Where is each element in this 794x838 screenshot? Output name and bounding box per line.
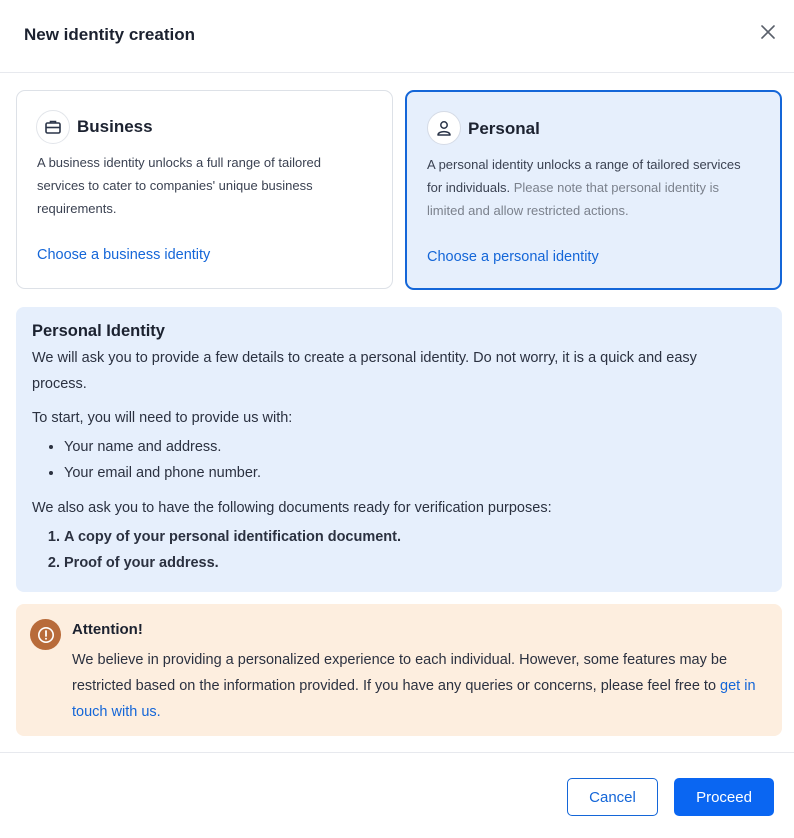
business-card-title: Business [77,117,153,136]
dialog-header [0,0,794,73]
list-item: 2. Proof of your address. [64,550,401,576]
choose-personal-identity-link[interactable]: Choose a personal identity [427,249,599,265]
personal-card-title: Personal [468,119,540,138]
attention-text [72,647,772,725]
briefcase-icon [36,110,70,144]
contact-us-link[interactable]: get in touch with us. [72,678,756,720]
attention-title: Attention! [72,621,143,638]
list-item: • Your email and phone number. [64,460,261,486]
dialog-title: New identity creation [24,25,195,44]
cancel-button[interactable]: Cancel [567,778,658,816]
personal-identity-card[interactable] [405,90,782,290]
list-item: • Your name and address. [64,434,261,460]
close-button[interactable] [756,22,780,46]
info-start-text: To start, you will need to provide us with: [32,410,293,426]
start-requirements-list [48,434,261,486]
list-item: 1. A copy of your personal identification document. [64,524,401,550]
info-docs-text: We also ask you to have the following documents ready for verification purposes: [32,500,552,516]
close-icon [761,25,775,44]
choose-business-identity-link[interactable]: Choose a business identity [37,247,211,263]
business-identity-card[interactable] [16,90,393,289]
user-icon [427,111,461,145]
personal-card-description [427,153,757,222]
attention-alert [16,604,782,736]
personal-card-note: Please note that personal identity is limited and allow restricted actions. [427,180,719,218]
proceed-button[interactable]: Proceed [674,778,774,816]
personal-card-description-main: A personal identity unlocks a range of tailored services for individuals. [427,157,741,195]
info-heading: Personal Identity [32,322,165,340]
dialog-footer [0,752,794,838]
attention-body: We believe in providing a personalized experience to each individual. However, some features may be restricted based on the information provided. If you have any queries or concerns, please feel free to [72,652,728,694]
info-intro: We will ask you to provide a few details to create a personal identity. Do not worry, it is a quick and easy process. [32,350,697,392]
business-card-description: A business identity unlocks a full range of tailored services to cater to companies' unique business requirements. [37,155,322,216]
exclamation-circle-icon [30,619,61,650]
personal-identity-info [16,307,782,592]
documents-list [48,524,401,576]
